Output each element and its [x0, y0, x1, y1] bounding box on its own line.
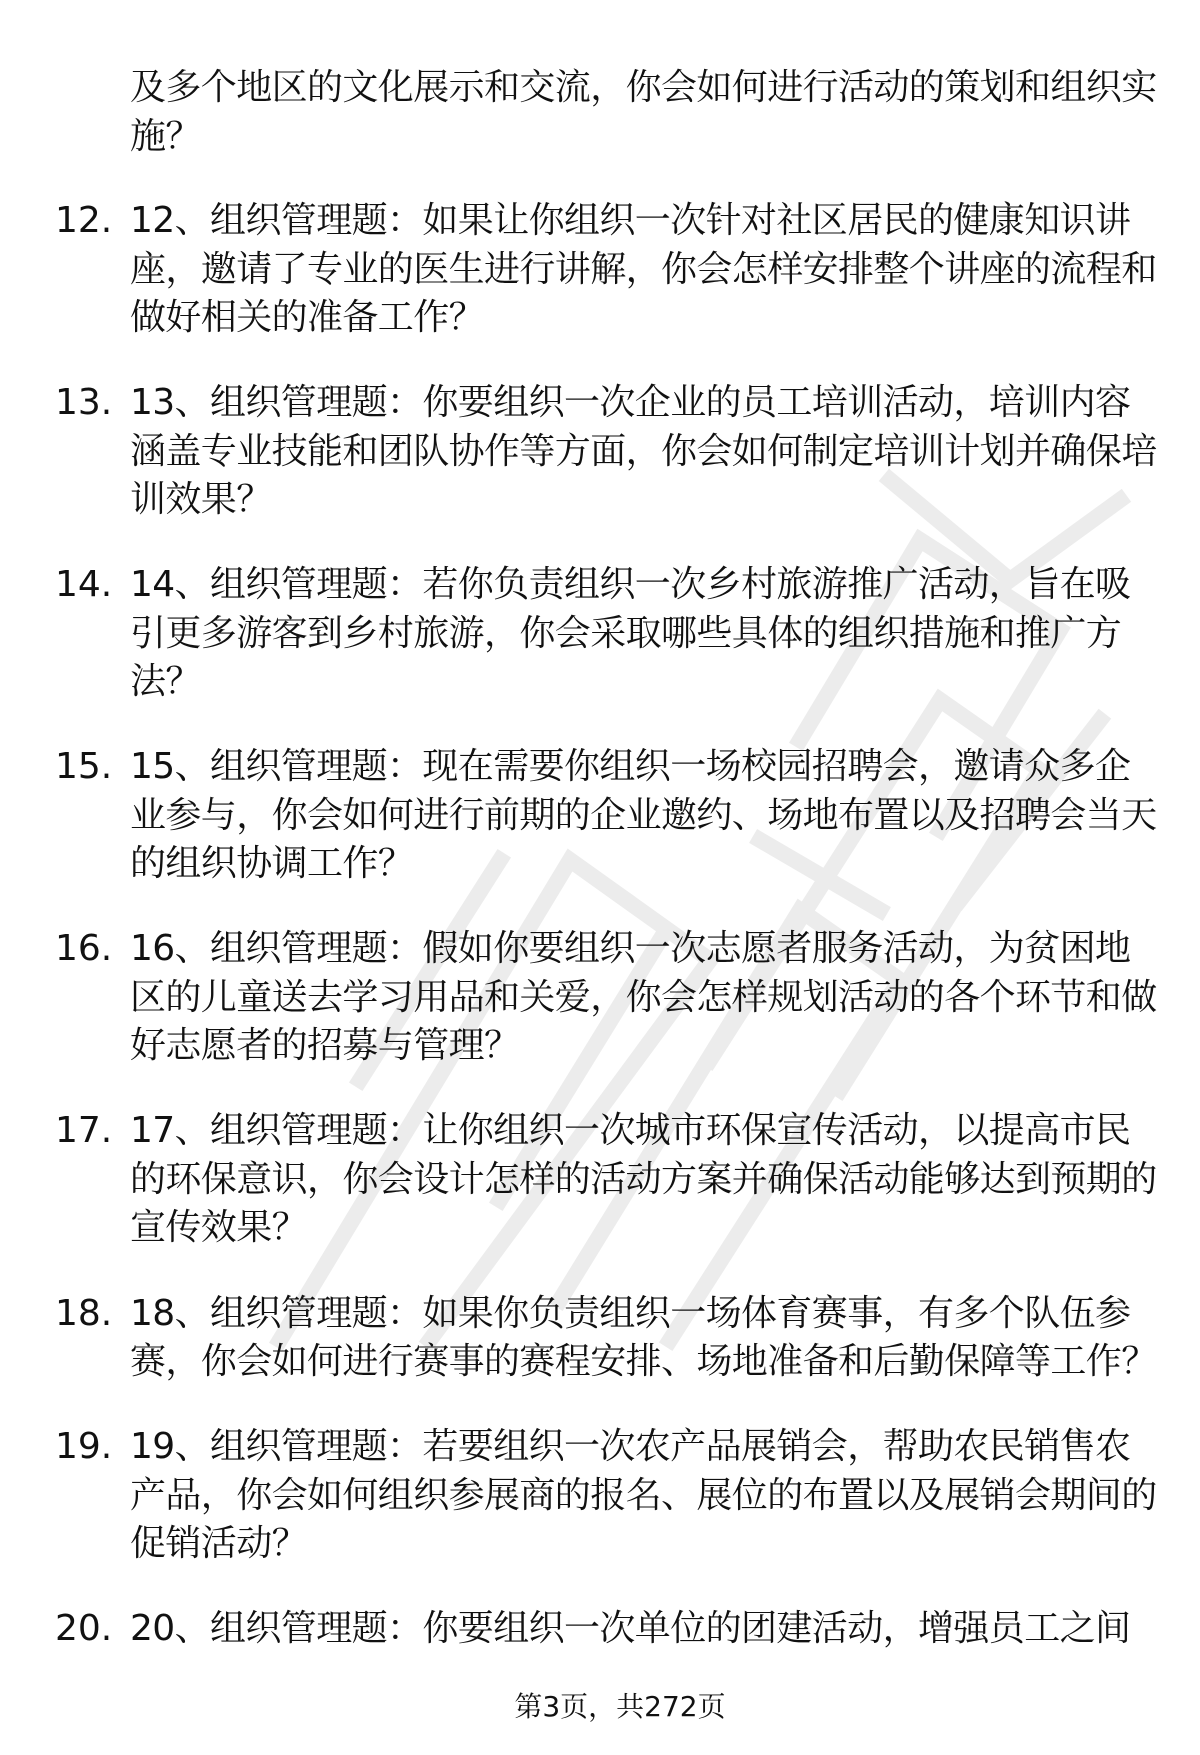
list-item — [0, 743, 1200, 889]
question-text: 15、组织管理题：现在需要你组织一场校园招聘会，邀请众多企业参与，你会如何进行前期的企业邀约、场地布置以及招聘会当天的组织协调工作？ — [130, 746, 1157, 885]
question-text: 14、组织管理题：若你负责组织一次乡村旅游推广活动，旨在吸引更多游客到乡村旅游，你会采取哪些具体的组织措施和推广方法？ — [130, 564, 1131, 703]
list-item — [0, 925, 1200, 1071]
list-item — [0, 1605, 1200, 1654]
list-number: 18. — [55, 1292, 113, 1334]
question-text: 18、组织管理题：如果你负责组织一场体育赛事，有多个队伍参赛，你会如何进行赛事的赛程安排、场地准备和后勤保障等工作？ — [130, 1292, 1157, 1383]
question-text: 16、组织管理题：假如你要组织一次志愿者服务活动，为贫困地区的儿童送去学习用品和关爱，你会怎样规划活动的各个环节和做好志愿者的招募与管理？ — [130, 928, 1157, 1067]
list-item — [0, 1423, 1200, 1569]
question-text: 20、组织管理题：你要组织一次单位的团建活动，增强员工之间 — [130, 1608, 1131, 1650]
list-number: 15. — [55, 746, 113, 788]
list-item — [0, 561, 1200, 707]
question-text: 13、组织管理题：你要组织一次企业的员工培训活动，培训内容涵盖专业技能和团队协作等方面，你会如何制定培训计划并确保培训效果？ — [130, 382, 1157, 521]
list-number: 19. — [55, 1426, 113, 1468]
question-list — [0, 64, 1200, 1690]
list-number: 17. — [55, 1110, 113, 1152]
list-item — [0, 379, 1200, 525]
question-text: 19、组织管理题：若要组织一次农产品展销会，帮助农民销售农产品，你会如何组织参展商的报名、展位的布置以及展销会期间的促销活动？ — [130, 1426, 1157, 1565]
list-number: 16. — [55, 928, 113, 970]
page-number-footer: 第3页，共272页 — [514, 1690, 726, 1723]
list-number: 14. — [55, 564, 113, 606]
list-item — [0, 197, 1200, 343]
list-item — [0, 1290, 1200, 1387]
list-number: 12. — [55, 200, 113, 241]
list-number: 13. — [55, 382, 113, 424]
question-text: 12、组织管理题：如果让你组织一次针对社区居民的健康知识讲座，邀请了专业的医生进行讲解，你会怎样安排整个讲座的流程和做好相关的准备工作？ — [130, 200, 1157, 338]
question-text: 17、组织管理题：让你组织一次城市环保宣传活动，以提高市民的环保意识，你会设计怎样的活动方案并确保活动能够达到预期的宣传效果？ — [130, 1110, 1157, 1249]
list-item — [0, 1107, 1200, 1253]
list-number: 20. — [55, 1608, 113, 1650]
continued-question-text: 及多个地区的文化展示和交流，你会如何进行活动的策划和组织实施？ — [130, 67, 1157, 157]
